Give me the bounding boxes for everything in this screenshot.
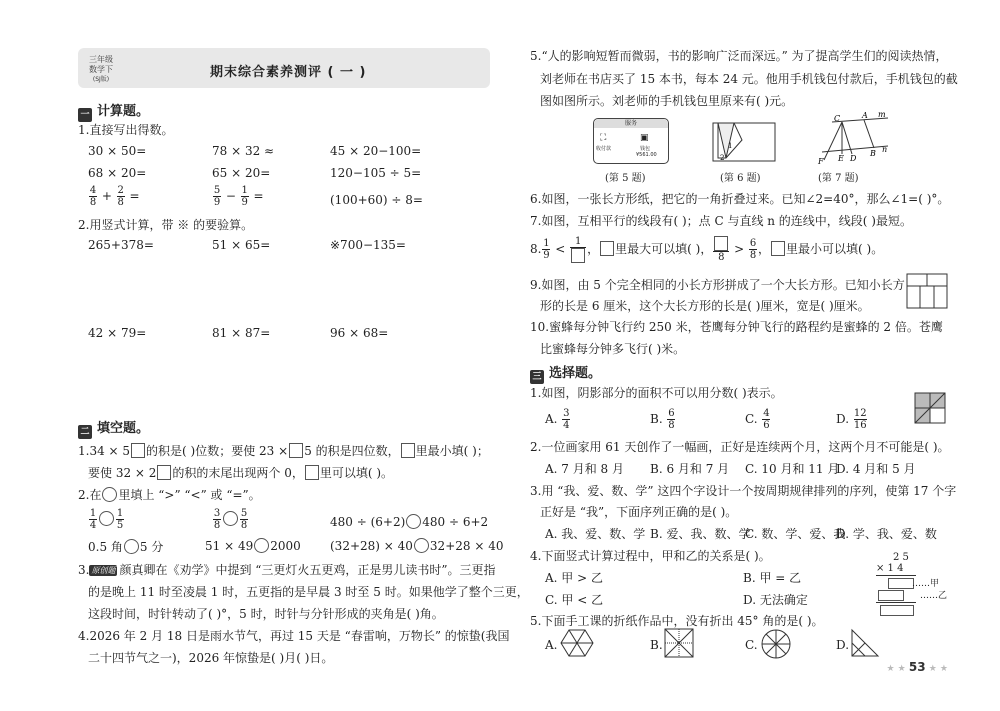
calc-item: ※700−135= (330, 238, 406, 252)
calc-item: 265+378= (88, 238, 154, 252)
choice-option-b[interactable]: B. 爱、我、数、学 (650, 527, 751, 541)
q9-line1: 9.如图，由 5 个完全相同的小长方形拼成了一个大长方形。已知小长方 (530, 278, 905, 292)
choice-option-a[interactable]: A. $\frac{3}{4}$ (545, 408, 570, 431)
phone-left-label: 收付款 (596, 146, 612, 152)
page-number-value: 53 (908, 660, 926, 674)
text: 里最小可以填( )。 (786, 242, 884, 256)
edition-line: (SJ版) (92, 76, 110, 83)
calc-item: 30 × 50= (88, 144, 147, 158)
choice-option-a[interactable]: A. 我、爱、数、学 (545, 527, 646, 541)
wallet-icon: ▣ (640, 133, 649, 143)
fill-q2 (78, 486, 261, 503)
calc-fraction-sub: $\frac{5}{9}$ − $\frac{1}{9}$ = (213, 185, 264, 208)
phone-title: 服务 (594, 119, 668, 128)
choice-option-b[interactable]: B. 甲 = 乙 (743, 571, 802, 585)
svg-text:m: m (878, 110, 886, 119)
original-tag: 原创题 (91, 566, 116, 575)
blank-circle[interactable] (99, 511, 114, 526)
choice-option-b[interactable]: B. $\frac{6}{8}$ (650, 408, 675, 431)
svg-text:B: B (870, 149, 876, 158)
section-title: 填空题。 (97, 421, 150, 436)
svg-text:n: n (882, 145, 888, 154)
compare-fractions-1: $\frac{1}{4}$ $\frac{1}{5}$ (89, 508, 124, 531)
calc-item: 120−105 ÷ 5= (330, 166, 422, 180)
figure-caption: (第 6 题) (720, 173, 761, 184)
fill-q3-line1 (78, 561, 496, 578)
section-fill-heading (78, 417, 149, 439)
svg-text:E: E (838, 154, 844, 163)
choice-q4: 4.下面竖式计算过程中，甲和乙的关系是( )。 (530, 549, 771, 563)
choice-option-c[interactable]: C. 10 月和 11 月 (745, 462, 840, 476)
q5-line3: 图如图所示。刘老师的手机钱包里原来有( )元。 (540, 94, 794, 108)
text: D. (836, 412, 850, 426)
compare-3 (330, 514, 488, 529)
q7: 7.如图，互相平行的线段有( )；点 C 与直线 n 的连线中，线段( )最短。 (530, 214, 912, 228)
section-title: 计算题。 (97, 104, 150, 119)
blank-box[interactable] (571, 248, 585, 263)
svg-text:C: C (834, 114, 841, 123)
compare-fractions-2: $\frac{3}{8}$ $\frac{5}{8}$ (213, 508, 248, 531)
calc-line (876, 575, 916, 576)
text: 2.在 (78, 488, 102, 502)
page-number: ★ ★ 53 ★ ★ (886, 660, 948, 674)
blank-circle[interactable] (102, 487, 117, 502)
triangle-fold-icon (850, 628, 880, 658)
phone-amount: ¥561.00 (636, 152, 657, 158)
section-title: 选择题。 (549, 366, 602, 381)
figure-caption: (第 5 题) (605, 173, 646, 184)
q9-line2: 形的长是 6 厘米，这个大长方形的长是( )厘米，宽是( )厘米。 (540, 299, 870, 313)
fill-q1-line2 (88, 464, 393, 481)
text: 5 分 (139, 540, 164, 554)
text: 480 ÷ 6+2 (422, 515, 489, 529)
section-choice-heading (530, 362, 601, 384)
square-grid-fold-icon (664, 628, 694, 658)
choice-option-b[interactable]: B. 6 月和 7 月 (650, 462, 730, 476)
blank-box[interactable] (771, 241, 785, 256)
phone-right-label: 钱包 (640, 146, 651, 152)
phone-wallet-figure (593, 118, 669, 164)
section-calc-heading (78, 100, 149, 122)
section-number: 三 (530, 370, 544, 384)
choice-q1: 1.如图，阴影部分的面积不可以用分数( )表示。 (530, 386, 783, 400)
calc-item: (100+60) ÷ 8= (330, 193, 423, 207)
calc-item: 51 × 65= (212, 238, 271, 252)
choice-option-a[interactable]: A. (545, 638, 558, 652)
q8: 8. $\frac{1}{9}$ < 1 ， 里最大可以填( )， 8 > $\frac{6}{8}$ ， 里最小可以填( )。 (530, 236, 884, 263)
text: 1.34 × 5 (78, 444, 131, 458)
folded-rectangle-figure (712, 120, 778, 164)
text: 32+28 × 40 (429, 539, 504, 553)
subject-line: 数学下 (89, 65, 113, 74)
svg-text:D: D (850, 154, 857, 163)
blank-box[interactable] (600, 241, 614, 256)
blank-box[interactable] (131, 443, 145, 458)
text: (32+28) × 40 (330, 539, 413, 553)
q6: 6.如图，一张长方形纸，把它的一角折叠过来。已知∠2=40°，那么∠1=( )°。 (530, 192, 950, 206)
choice-option-a[interactable]: A. 7 月和 8 月 (545, 462, 625, 476)
blank-box[interactable] (305, 465, 319, 480)
text: 里最小填( )； (415, 444, 489, 458)
text: 5 的积是四位数， (304, 444, 400, 458)
label-yi: ……乙 (920, 591, 948, 601)
q5-line2: 刘老师在书店买了 15 本书，每本 24 元。他用手机钱包付款后，手机钱包的截 (540, 72, 958, 86)
compare-4 (88, 538, 163, 555)
calc-item: 42 × 79= (88, 326, 147, 340)
blank-circle[interactable] (223, 511, 238, 526)
figure-caption: (第 7 题) (818, 173, 859, 184)
text: A. (545, 412, 558, 426)
choice-q3-line2: 正好是 “我”，下面序列正确的是( )。 (540, 505, 738, 519)
shaded-square-figure (914, 392, 946, 424)
hexagon-fold-icon (560, 628, 594, 658)
choice-option-d[interactable]: D. $\frac{12}{16}$ (836, 408, 867, 431)
choice-option-a[interactable]: A. 甲 > 乙 (545, 571, 603, 585)
section-number: 二 (78, 425, 92, 439)
question: 2.用竖式计算，带 ※ 的要验算。 (78, 218, 254, 232)
calc-item: 96 × 68= (330, 326, 389, 340)
text: 3. (78, 563, 90, 577)
choice-option-c[interactable]: C. $\frac{4}{6}$ (745, 408, 770, 431)
q5-line1: 5.“人的影响短暂而微弱，书的影响广泛而深远。” 为了提高学生们的阅读热情， (530, 49, 948, 63)
calc-line (876, 602, 916, 603)
calc-item: 45 × 20−100= (330, 144, 422, 158)
blank-box-result[interactable] (880, 605, 914, 616)
text: 要使 32 × 2 (88, 466, 157, 480)
fill-q4-line1: 4.2026 年 2 月 18 日是雨水节气，再过 15 天是 “春雷响，万物长” 的惊蛰(我国 (78, 629, 510, 643)
svg-text:2: 2 (720, 154, 725, 162)
blank-circle[interactable] (414, 538, 429, 553)
choice-option-c[interactable]: C. 数、学、爱、我 (745, 527, 846, 541)
calc-item: 81 × 87= (212, 326, 271, 340)
page-title: 期末综合素养测评 ( 一 ) (210, 65, 367, 80)
svg-text:A: A (862, 111, 868, 120)
text: 里最大可以填( )， (615, 242, 713, 256)
choice-q3-line1: 3.用 “我、爱、数、学” 这四个字设计一个按周期规律排列的序列，使第 17 个字 (530, 484, 957, 498)
vertical-calc-top: 2 5 (893, 552, 909, 563)
blank-circle[interactable] (254, 538, 269, 553)
choice-option-d[interactable]: D. 4 月和 5 月 (836, 462, 916, 476)
text: 0.5 角 (88, 540, 123, 554)
fill-q4-line2: 二十四节气之一)，2026 年惊蛰是( )月( )日。 (88, 651, 334, 665)
text: 8. (530, 242, 542, 256)
calc-item: 68 × 20= (88, 166, 147, 180)
grade-label (86, 55, 116, 85)
choice-option-c[interactable]: C. (745, 638, 758, 652)
blank-box[interactable] (714, 236, 728, 251)
fill-q1-line1 (78, 442, 489, 459)
choice-q2: 2.一位画家用 61 天创作了一幅画，正好是连续两个月，这两个月不可能是( )。 (530, 440, 950, 454)
choice-option-d[interactable]: D. 学、我、爱、数 (836, 527, 937, 541)
choice-option-b[interactable]: B. (650, 638, 663, 652)
svg-text:1: 1 (728, 142, 733, 150)
calc-item: 65 × 20= (212, 166, 271, 180)
compare-6 (330, 538, 503, 553)
blank-box[interactable] (157, 465, 171, 480)
blank-box[interactable] (289, 443, 303, 458)
text: C. (745, 412, 758, 426)
grade-line: 三年级 (89, 55, 113, 64)
question: 1.直接写出得数。 (78, 123, 174, 137)
choice-option-c[interactable]: C. 甲 < 乙 (545, 593, 604, 607)
text: 2000 (270, 539, 301, 553)
vertical-calc-multiplier: × 1 4 (876, 563, 904, 574)
circle-fold-icon (760, 628, 792, 660)
text: 的积的末尾出现两个 0， (172, 466, 304, 480)
calc-item: 78 × 32 ≈ (212, 144, 275, 158)
q10-line2: 比蜜蜂每分钟多飞行( )米。 (540, 342, 686, 356)
choice-q5: 5.下面手工课的折纸作品中，没有折出 45° 角的是( )。 (530, 614, 824, 628)
calc-fraction-add: $\frac{4}{8}$ + $\frac{2}{8}$ = (89, 185, 140, 208)
fill-q3-line2: 的是晚上 11 时至凌晨 1 时，五更指的是早晨 3 时至 5 时。如果他学了整个三更， (88, 585, 529, 599)
text: 里可以填( )。 (319, 466, 394, 480)
blank-circle[interactable] (406, 514, 421, 529)
text: 里填上 “>” “<” 或 “=”。 (118, 488, 261, 502)
section-number: 一 (78, 108, 92, 122)
text: 51 × 49 (205, 539, 254, 553)
text: 的积是( )位数；要使 23 × (146, 444, 289, 458)
blank-box-yi[interactable] (878, 590, 904, 601)
choice-option-d[interactable]: D. 无法确定 (743, 593, 808, 607)
rectangles-figure (906, 273, 948, 309)
compare-5 (205, 538, 301, 553)
blank-box-jia[interactable] (888, 578, 914, 589)
blank-circle[interactable] (124, 539, 139, 554)
svg-text:F: F (818, 157, 824, 166)
text: 480 ÷ (6+2) (330, 515, 406, 529)
q10-line1: 10.蜜蜂每分钟飞行约 250 米，苍鹰每分钟飞行的路程约是蜜蜂的 2 倍。苍鹰 (530, 320, 943, 334)
fill-q3-line3: 这段时间，时针转动了( )°，5 时，时针与分针形成的夹角是( )角。 (88, 607, 444, 621)
text: 颜真卿在《劝学》中提到 “三更灯火五更鸡，正是男儿读书时”。三更指 (119, 563, 496, 577)
label-jia: ……甲 (912, 579, 940, 589)
blank-box[interactable] (401, 443, 415, 458)
parallel-lines-figure (812, 108, 892, 166)
scan-icon: ⛶ (600, 133, 607, 143)
choice-option-d[interactable]: D. (836, 638, 850, 652)
text: B. (650, 412, 663, 426)
